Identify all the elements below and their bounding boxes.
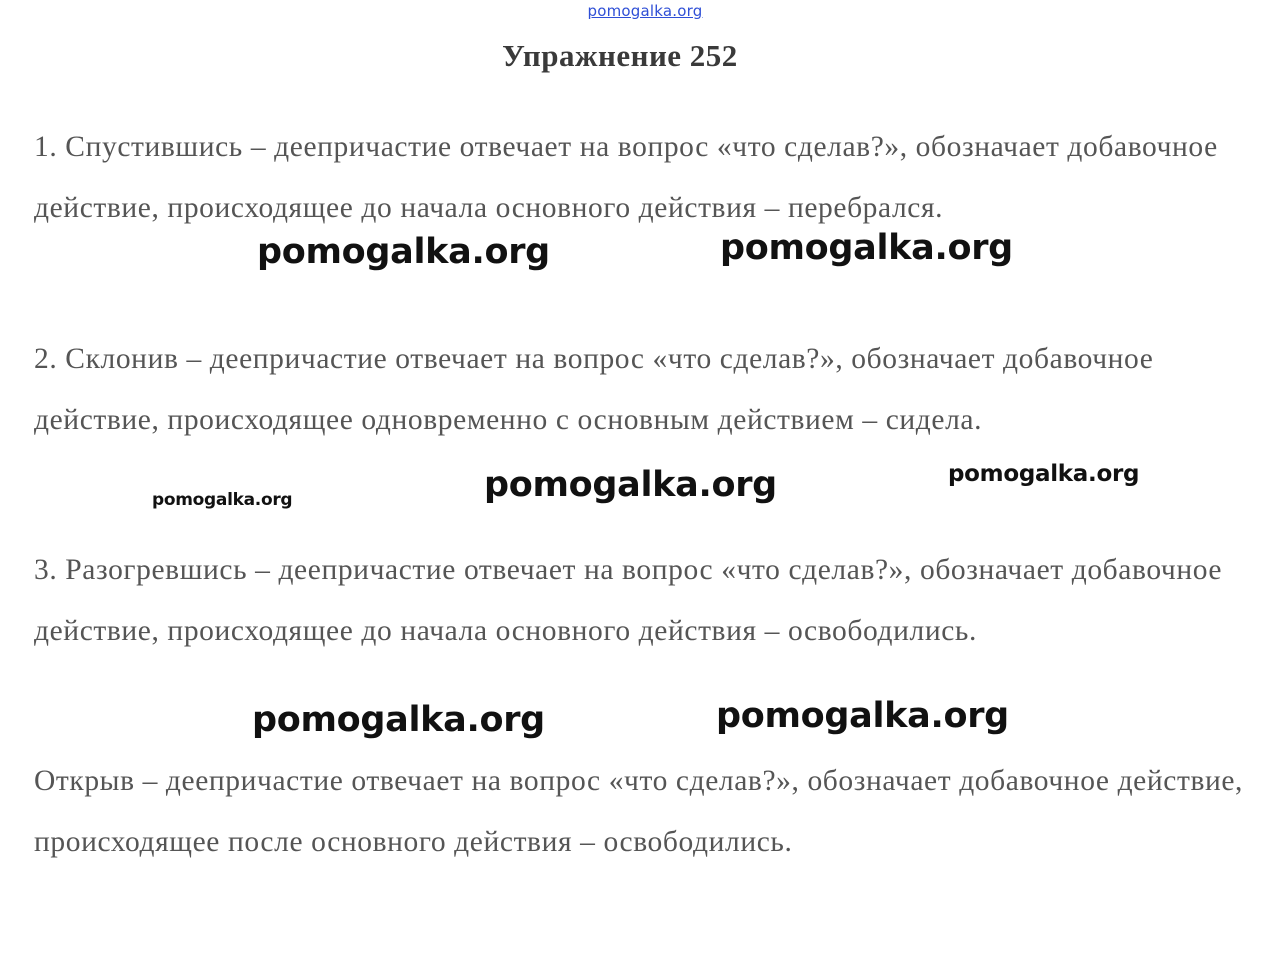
answer-paragraph-4: Открыв – деепричастие отвечает на вопрос «что сделав?», обозначает добавочное действие, происходящее после основного действия – освободились. [34,765,1244,858]
answer-paragraph-1: 1. Спустившись – деепричастие отвечает на вопрос «что сделав?», обозначает добавочное действие, происходящее до начала основного действия – перебрался. [34,131,1218,224]
answer-paragraph-2: 2. Склонив – деепричастие отвечает на вопрос «что сделав?», обозначает добавочное действие, происходящее одновременно с основным действием – сидела. [34,343,1154,436]
watermark: pomogalka.org [948,461,1140,487]
watermark: pomogalka.org [257,232,550,272]
page-title: Упражнение 252 [502,38,738,73]
watermark: pomogalka.org [484,465,777,505]
watermark: pomogalka.org [152,490,293,510]
site-link[interactable]: pomogalka.org [587,2,703,20]
watermark: pomogalka.org [716,696,1009,736]
watermark: pomogalka.org [720,228,1013,268]
answer-paragraph-3: 3. Разогревшись – деепричастие отвечает на вопрос «что сделав?», обозначает добавочное действие, происходящее до начала основного действия – освободились. [34,554,1223,647]
watermark: pomogalka.org [252,700,545,740]
